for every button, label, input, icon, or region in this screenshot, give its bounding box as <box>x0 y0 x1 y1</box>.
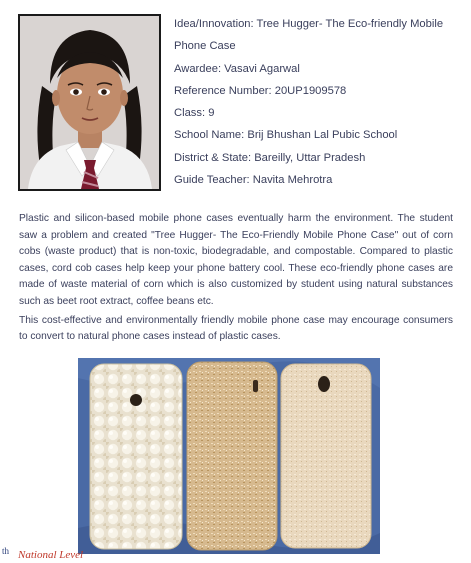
awardee-details <box>174 13 464 191</box>
guide-teacher: Guide Teacher: Navita Mehrotra <box>174 174 333 187</box>
awardee-photo <box>18 14 161 191</box>
district-state: District & State: Bareilly, Uttar Pradesh <box>174 151 366 164</box>
idea-innovation: Idea/Innovation: Tree Hugger- The Eco-friendly Mobile <box>174 18 444 30</box>
description-paragraph-1: Plastic and silicon-based mobile phone cases eventually harm the environment. The student saw a problem and created "Tree Hugger- The Eco-Friendly Mobile Phone Case" out of corn cobs (waste product) that is non-toxic, biodegradable, and compostable. Compared to plastic cases, cord cob cases help keep your phone battery cool. These eco-friendly phone cases are made of waste material of corn which is also customized by student using natural substances such as beet root extract, coffee beans etc. <box>19 213 453 307</box>
idea-innovation-continued: Phone Case <box>174 40 236 53</box>
national-level-logo <box>0 546 120 563</box>
class: Class: 9 <box>174 107 215 120</box>
description <box>19 211 453 346</box>
student-portrait-image <box>20 16 159 189</box>
reference-number: Reference Number: 20UP1909578 <box>174 84 347 97</box>
corn-cob-phone-cases-image <box>78 358 380 554</box>
logo-superscript: th <box>2 546 10 556</box>
description-paragraph-2: This cost-effective and environmentally friendly mobile phone case may encourage consumers to convert to natural phone cases instead of plastic cases. <box>19 314 453 343</box>
phone-cases-photo <box>78 358 380 554</box>
school-name: School Name: Brij Bhushan Lal Pubic School <box>174 129 398 142</box>
logo-level-text: National Level <box>18 549 84 561</box>
awardee-name: Awardee: Vasavi Agarwal <box>174 62 300 75</box>
